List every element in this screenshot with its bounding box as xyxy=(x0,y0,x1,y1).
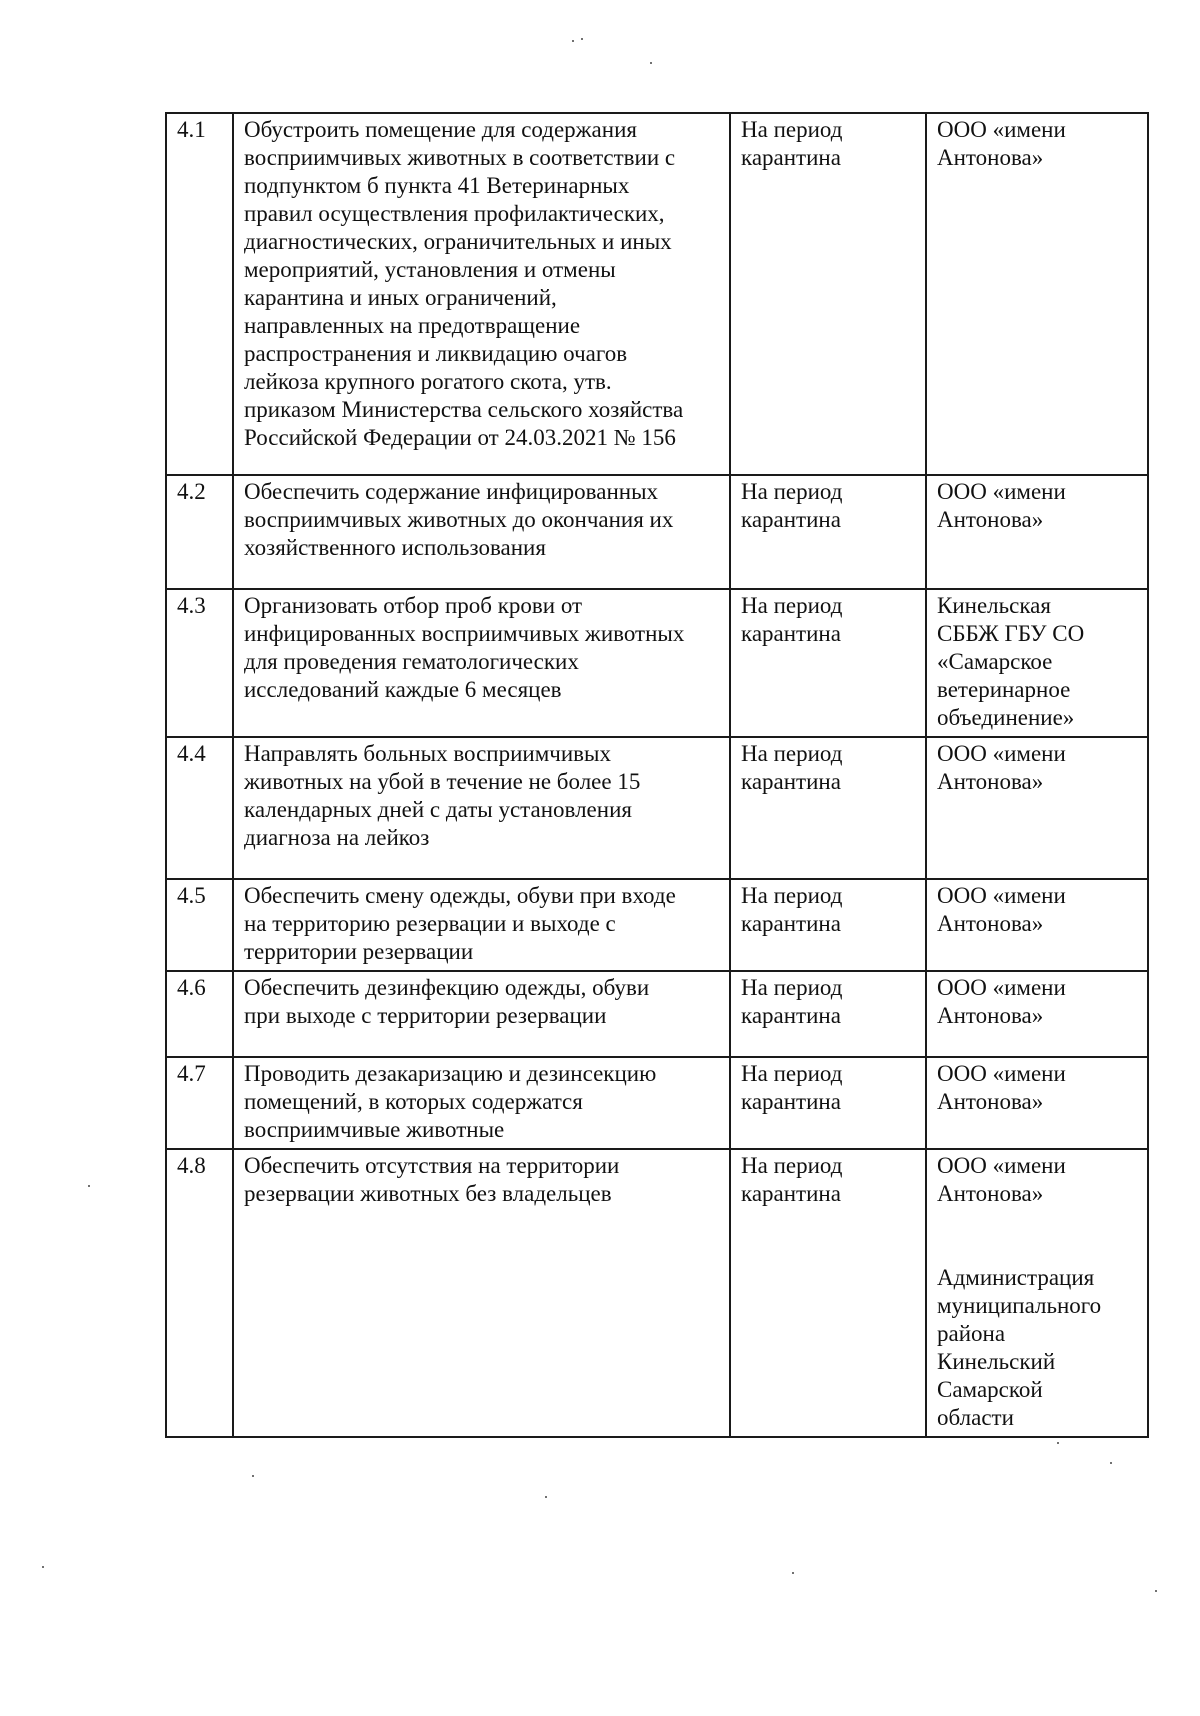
action-line: животных на убой в течение не более 15 xyxy=(244,769,641,794)
row-number: 4.8 xyxy=(166,1149,233,1437)
action-line: восприимчивые животные xyxy=(244,1117,505,1142)
term-line: карантина xyxy=(741,507,841,532)
action-line: мероприятий, установления и отмены xyxy=(244,257,616,282)
action-line: диагноза на лейкоз xyxy=(244,825,430,850)
action-line: помещений, в которых содержатся xyxy=(244,1089,583,1114)
responsible-line: «Самарское xyxy=(937,649,1053,674)
term-cell xyxy=(730,737,926,879)
term-line: На период xyxy=(741,1153,843,1178)
action-cell xyxy=(233,737,730,879)
action-line: приказом Министерства сельского хозяйства xyxy=(244,397,684,422)
action-line: территории резервации xyxy=(244,939,474,964)
responsible-line: ООО «имени xyxy=(937,479,1066,504)
term-line: На период xyxy=(741,593,843,618)
scan-speck xyxy=(581,38,583,40)
action-line: резервации животных без владельцев xyxy=(244,1181,612,1206)
term-cell xyxy=(730,113,926,475)
responsible-line: Антонова» xyxy=(937,1003,1044,1028)
responsible-cell xyxy=(926,113,1148,475)
row-number: 4.2 xyxy=(166,475,233,589)
action-line: Российской Федерации от 24.03.2021 № 156 xyxy=(244,425,676,450)
responsible-line: ветеринарное xyxy=(937,677,1071,702)
term-line: На период xyxy=(741,1061,843,1086)
action-line: восприимчивых животных до окончания их xyxy=(244,507,674,532)
row-number: 4.3 xyxy=(166,589,233,737)
scan-speck xyxy=(545,1496,547,1498)
scan-speck xyxy=(792,1572,794,1574)
responsible-line: ООО «имени xyxy=(937,1153,1066,1178)
responsible-cell xyxy=(926,1057,1148,1149)
term-line: На период xyxy=(741,975,843,1000)
table-row xyxy=(166,475,1148,589)
scan-speck xyxy=(1110,1462,1112,1464)
action-line: карантина и иных ограничений, xyxy=(244,285,557,310)
table-row xyxy=(166,879,1148,971)
responsible-cell xyxy=(926,475,1148,589)
responsible-cell xyxy=(926,879,1148,971)
action-line: восприимчивых животных в соответствии с xyxy=(244,145,676,170)
responsible-line: Антонова» xyxy=(937,1089,1044,1114)
action-cell xyxy=(233,879,730,971)
scan-speck xyxy=(1155,1590,1157,1592)
action-line: подпунктом б пункта 41 Ветеринарных xyxy=(244,173,630,198)
responsible-line: Кинельский xyxy=(937,1349,1056,1374)
action-line: Обеспечить отсутствия на территории xyxy=(244,1153,620,1178)
responsible-line: ООО «имени xyxy=(937,741,1066,766)
action-line: Обеспечить содержание инфицированных xyxy=(244,479,659,504)
action-cell xyxy=(233,113,730,475)
term-line: карантина xyxy=(741,911,841,936)
responsible-line: Антонова» xyxy=(937,911,1044,936)
action-cell xyxy=(233,589,730,737)
term-line: На период xyxy=(741,479,843,504)
action-line: лейкоза крупного рогатого скота, утв. xyxy=(244,369,612,394)
responsible-cell xyxy=(926,971,1148,1057)
scan-speck xyxy=(1057,1442,1059,1444)
responsible-line: Администрация xyxy=(937,1265,1095,1290)
term-line: карантина xyxy=(741,1089,841,1114)
term-line: карантина xyxy=(741,769,841,794)
term-line: карантина xyxy=(741,1003,841,1028)
action-line: Обеспечить смену одежды, обуви при входе xyxy=(244,883,676,908)
responsible-line: Антонова» xyxy=(937,1181,1044,1206)
responsible-cell xyxy=(926,1149,1148,1437)
responsible-line: ООО «имени xyxy=(937,883,1066,908)
responsible-line: Антонова» xyxy=(937,145,1044,170)
action-cell xyxy=(233,1149,730,1437)
responsible-cell xyxy=(926,589,1148,737)
action-line: правил осуществления профилактических, xyxy=(244,201,665,226)
action-cell xyxy=(233,971,730,1057)
responsible-line: СББЖ ГБУ СО xyxy=(937,621,1085,646)
action-line: диагностических, ограничительных и иных xyxy=(244,229,672,254)
spacer xyxy=(937,1208,1137,1264)
term-cell xyxy=(730,1057,926,1149)
action-line: на территорию резервации и выходе с xyxy=(244,911,616,936)
action-line: хозяйственного использования xyxy=(244,535,546,560)
term-cell xyxy=(730,475,926,589)
responsible-cell xyxy=(926,737,1148,879)
action-cell xyxy=(233,1057,730,1149)
scan-speck xyxy=(572,40,574,42)
row-number: 4.4 xyxy=(166,737,233,879)
action-line: при выходе с территории резервации xyxy=(244,1003,607,1028)
measures-table xyxy=(165,112,1149,1438)
action-cell xyxy=(233,475,730,589)
action-line: для проведения гематологических xyxy=(244,649,579,674)
term-cell xyxy=(730,1149,926,1437)
responsible-line: Антонова» xyxy=(937,507,1044,532)
term-cell xyxy=(730,589,926,737)
action-line: Проводить дезакаризацию и дезинсекцию xyxy=(244,1061,657,1086)
responsible-line: Антонова» xyxy=(937,769,1044,794)
row-number: 4.5 xyxy=(166,879,233,971)
table-row xyxy=(166,1149,1148,1437)
scan-speck xyxy=(88,1185,90,1187)
scan-speck xyxy=(650,62,652,64)
action-line: исследований каждые 6 месяцев xyxy=(244,677,562,702)
term-line: На период xyxy=(741,741,843,766)
responsible-line: области xyxy=(937,1405,1014,1430)
action-line: распространения и ликвидацию очагов xyxy=(244,341,628,366)
scan-speck xyxy=(42,1566,44,1568)
row-number: 4.6 xyxy=(166,971,233,1057)
responsible-line: ООО «имени xyxy=(937,117,1066,142)
term-line: карантина xyxy=(741,621,841,646)
responsible-line: муниципального xyxy=(937,1293,1102,1318)
responsible-line: ООО «имени xyxy=(937,1061,1066,1086)
responsible-line: ООО «имени xyxy=(937,975,1066,1000)
action-line: Обустроить помещение для содержания xyxy=(244,117,637,142)
term-line: На период xyxy=(741,117,843,142)
row-number: 4.1 xyxy=(166,113,233,475)
responsible-line: района xyxy=(937,1321,1006,1346)
term-line: карантина xyxy=(741,145,841,170)
table-row xyxy=(166,589,1148,737)
action-line: Направлять больных восприимчивых xyxy=(244,741,611,766)
table-row xyxy=(166,737,1148,879)
action-line: инфицированных восприимчивых животных xyxy=(244,621,685,646)
term-line: карантина xyxy=(741,1181,841,1206)
term-cell xyxy=(730,879,926,971)
table-row xyxy=(166,113,1148,475)
responsible-line: Кинельская xyxy=(937,593,1051,618)
term-line: На период xyxy=(741,883,843,908)
term-cell xyxy=(730,971,926,1057)
scan-speck xyxy=(252,1475,254,1477)
action-line: календарных дней с даты установления xyxy=(244,797,632,822)
action-line: Обеспечить дезинфекцию одежды, обуви xyxy=(244,975,650,1000)
table-row xyxy=(166,971,1148,1057)
action-line: направленных на предотвращение xyxy=(244,313,581,338)
responsible-line: Самарской xyxy=(937,1377,1043,1402)
measures-table-body xyxy=(166,113,1148,1437)
action-line: Организовать отбор проб крови от xyxy=(244,593,583,618)
responsible-line: объединение» xyxy=(937,705,1075,730)
row-number: 4.7 xyxy=(166,1057,233,1149)
table-row xyxy=(166,1057,1148,1149)
